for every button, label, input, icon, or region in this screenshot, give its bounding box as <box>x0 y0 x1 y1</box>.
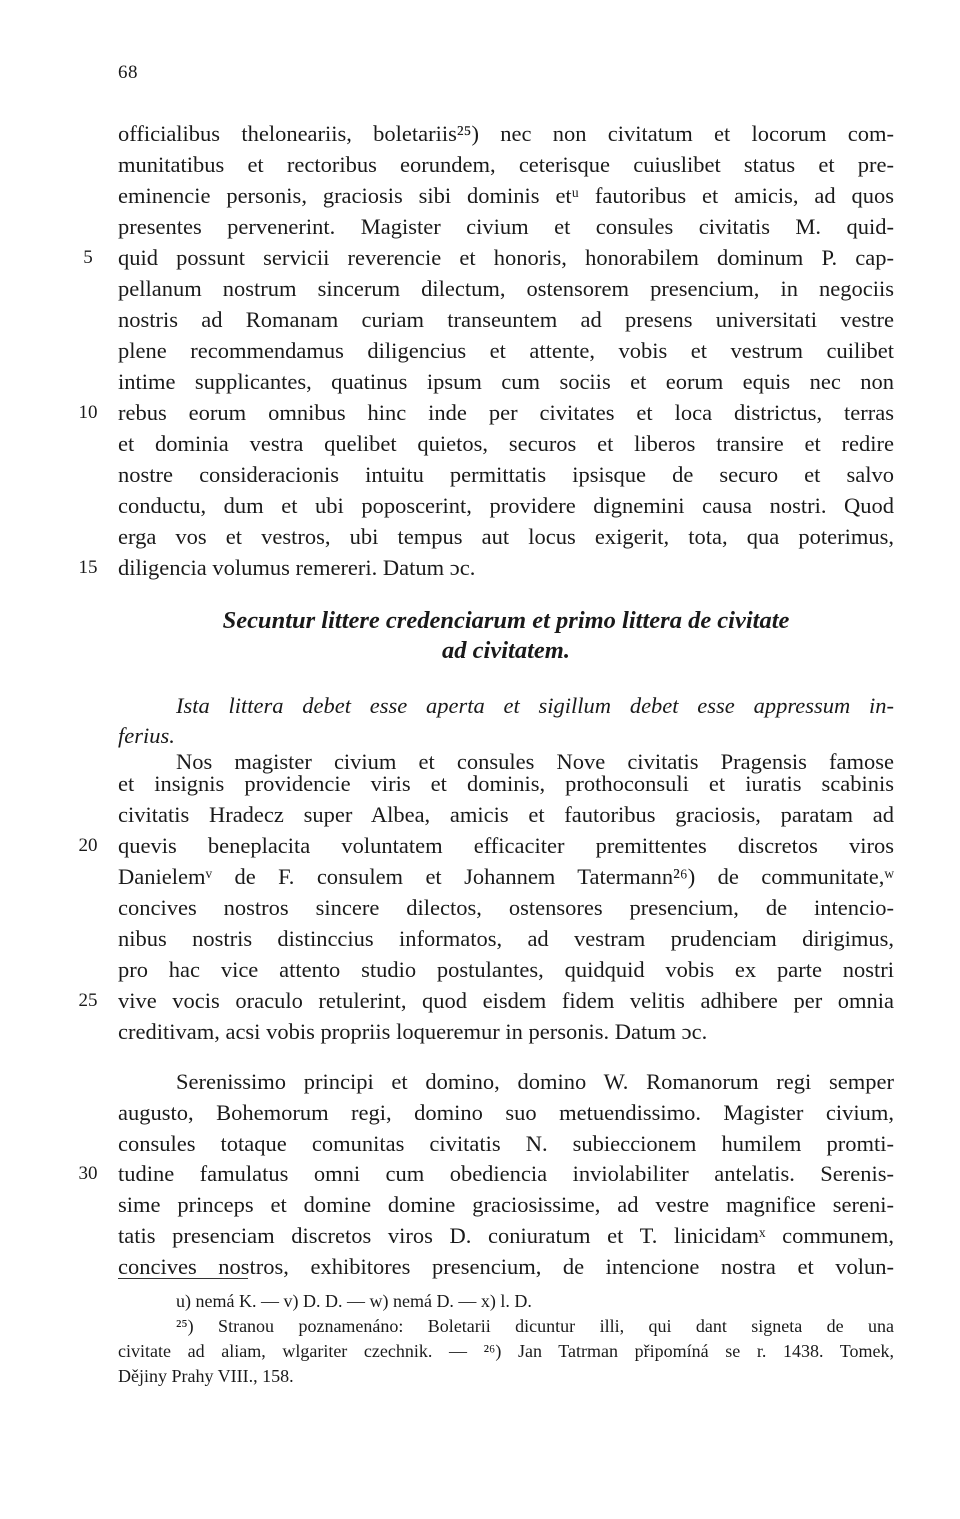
text-line: erga vos et vestros, ubi tempus aut locus exigerit, tota, qua poterimus, <box>118 524 894 549</box>
text-line: Danielemᵛ de F. consulem et Johannem Tatermann²⁶) de communitate,ʷ <box>118 864 894 889</box>
text-line: tatis presenciam discretos viros D. coniuratum et T. linicidamˣ communem, <box>118 1223 894 1248</box>
page-number: 68 <box>118 62 138 83</box>
text-line: Nos magister civium et consules Nove civitatis Pragensis famose <box>176 749 894 774</box>
line-number: 15 <box>78 557 98 578</box>
text-line: Serenissimo principi et domino, domino W. Romanorum regi semper <box>176 1069 894 1094</box>
text-line: ferius. <box>118 723 175 748</box>
line-number: 20 <box>78 835 98 856</box>
text-line: concives nostros sincere dilectos, ostensores presencium, de intencio- <box>118 895 894 920</box>
text-line: quid possunt servicii reverencie et honoris, honorabilem dominum P. cap- <box>118 245 894 270</box>
footnote-line: u) nemá K. — v) D. D. — w) nemá D. — x) l. D. <box>176 1291 532 1311</box>
text-line: conductu, dum et ubi poposcerint, providere dignemini causa nostri. Quod <box>118 493 894 518</box>
line-number: 30 <box>78 1163 98 1184</box>
text-line: civitatis Hradecz super Albea, amicis et fautoribus graciosis, paratam ad <box>118 802 894 827</box>
text-line: et insignis providencie viris et dominis, prothoconsuli et iuratis scabinis <box>118 771 894 796</box>
footnote-line: ²⁵) Stranou poznamenáno: Boletarii dicuntur illi, qui dant signeta de una <box>176 1316 894 1336</box>
line-number: 5 <box>83 247 93 268</box>
line-number: 10 <box>78 402 98 423</box>
text-line: consules totaque comunitas civitatis N. subieccionem humilem promti- <box>118 1131 894 1156</box>
text-line: pellanum nostrum sincerum dilectum, ostensorem presencium, in negociis <box>118 276 894 301</box>
text-line: et dominia vestra quelibet quietos, securos et liberos transire et redire <box>118 431 894 456</box>
text-line: officialibus thelonеariis, boletariis²⁵) nec non civitatum et locorum com- <box>118 121 894 146</box>
heading-line: Secuntur littere credenciarum et primo littera de civitate <box>222 607 790 634</box>
text-line: intime supplicantes, quatinus ipsum cum sociis et eorum equis nec non <box>118 369 894 394</box>
text-line: rebus eorum omnibus hinc inde per civitates et loca districtus, terras <box>118 400 894 425</box>
text-line: nostre consideracionis intuitu permittatis ipsisque de securo et salvo <box>118 462 894 487</box>
text-line: presentes pervenerint. Magister civium et consules civitatis M. quid- <box>118 214 894 239</box>
text-line: nostris ad Romanam curiam transeuntem ad presens universitati vestre <box>118 307 894 332</box>
text-line: concives nostros, exhibitores presencium, de intencione nostra et volun- <box>118 1254 894 1279</box>
text-line: augusto, Bohemorum regi, domino suo metuendissimo. Magister civium, <box>118 1100 894 1125</box>
heading-line: ad civitatem. <box>442 637 570 664</box>
text-line: pro hac vice attento studio postulantes, quidquid vobis ex parte nostri <box>118 957 894 982</box>
text-line: creditivam, acsi vobis propriis loqueremur in personis. Datum ɔc. <box>118 1019 708 1044</box>
text-line: munitatibus et rectoribus eorundem, ceterisque cuiuslibet status et pre- <box>118 152 894 177</box>
text-line: diligencia volumus remereri. Datum ɔc. <box>118 555 476 580</box>
footnote-rule <box>118 1278 248 1279</box>
text-line: vive vocis oraculo retulerint, quod eisdem fidem velitis adhibere per omnia <box>118 988 894 1013</box>
text-line: tudine famulatus omni cum obediencia inviolabiliter antelatis. Serenis- <box>118 1161 894 1186</box>
text-line: sime princeps et domine domine graciosissime, ad vestre magnifice sereni- <box>118 1192 894 1217</box>
text-line: quevis beneplacita voluntatem efficaciter premittentes discretos viros <box>118 833 894 858</box>
line-number: 25 <box>78 990 98 1011</box>
text-line: nibus nostris distinccius informatos, ad vestram prudenciam dirigimus, <box>118 926 894 951</box>
footnote-line: Dějiny Prahy VIII., 158. <box>118 1366 294 1386</box>
footnote-line: civitate ad aliam, wlgariter czechnik. — ²⁶) Jan Tatrman připomíná se r. 1438. Tomek, <box>118 1341 894 1361</box>
text-line: Ista littera debet esse aperta et sigillum debet esse appressum in- <box>176 693 894 718</box>
text-line: plene recommendamus diligencius et attente, vobis et vestrum cuilibet <box>118 338 894 363</box>
text-line: eminencie personis, graciosis sibi dominis etᵘ fautoribus et amicis, ad quos <box>118 183 894 208</box>
